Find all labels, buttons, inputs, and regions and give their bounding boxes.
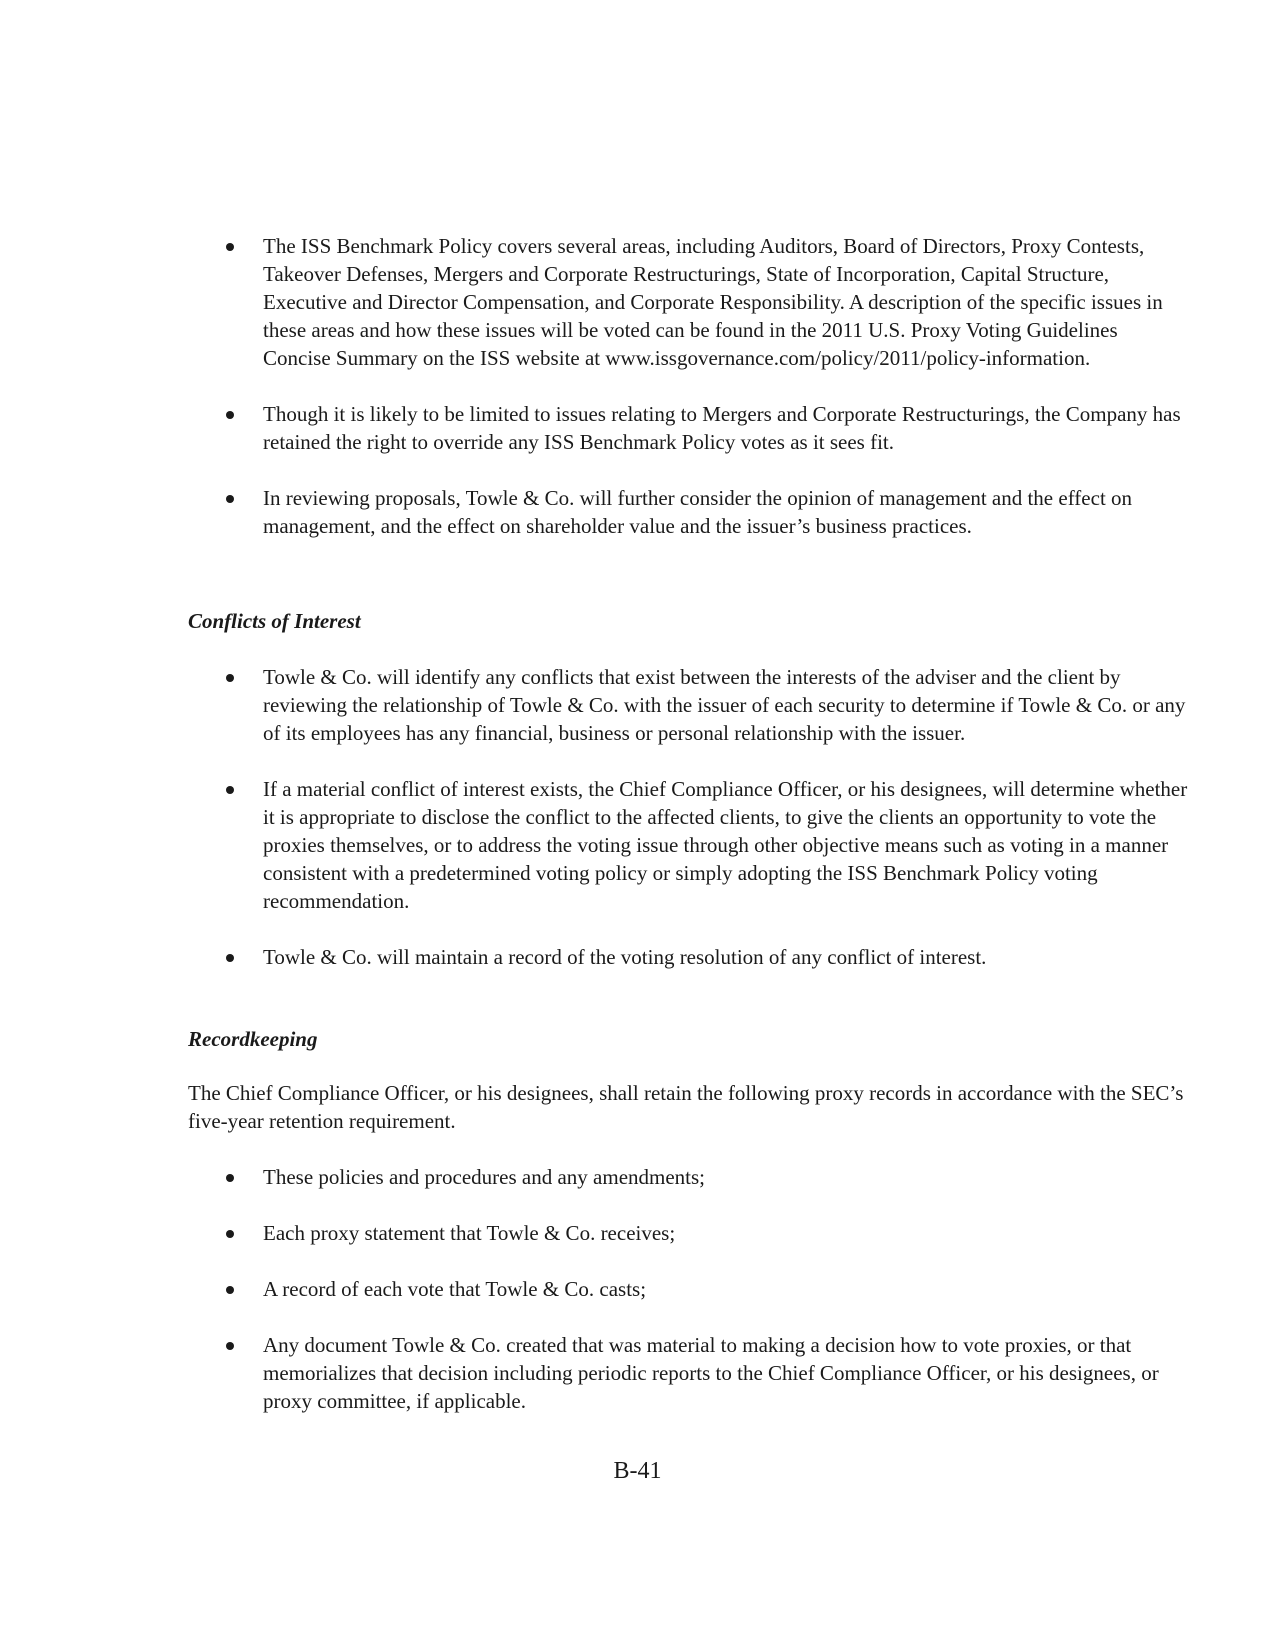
list-item-text: Any document Towle & Co. created that was material to making a decision how to vote proxies, or that memorializes that decision including periodic reports to the Chief Compliance Officer, or his designees, or proxy committee, if applicable.	[263, 1333, 1159, 1413]
list-item	[188, 775, 1188, 915]
list-item	[188, 1331, 1188, 1415]
bullet-icon	[226, 495, 234, 503]
list-item	[188, 400, 1188, 456]
list-item-text: Each proxy statement that Towle & Co. receives;	[263, 1221, 676, 1245]
conflicts-heading: Conflicts of Interest	[188, 609, 361, 633]
bullet-icon	[226, 1286, 234, 1294]
recordkeeping-section	[188, 1025, 1188, 1415]
list-item	[188, 663, 1188, 747]
list-item-text: Though it is likely to be limited to issues relating to Mergers and Corporate Restructurings, the Company has retained the right to override any ISS Benchmark Policy votes as it sees fit.	[263, 402, 1181, 454]
bullet-icon	[226, 1342, 234, 1350]
list-item	[188, 1163, 1188, 1191]
list-item-text: In reviewing proposals, Towle & Co. will further consider the opinion of management and the effect on management, and the effect on shareholder value and the issuer’s business practices.	[263, 486, 1133, 538]
recordkeeping-list	[188, 1163, 1188, 1415]
bullet-icon	[226, 411, 234, 419]
bullet-icon	[226, 786, 234, 794]
list-item	[188, 1275, 1188, 1303]
bullet-icon	[226, 954, 234, 962]
iss-policy-list	[188, 232, 1188, 540]
list-item-text: A record of each vote that Towle & Co. casts;	[263, 1277, 647, 1301]
iss-policy-section	[188, 232, 1188, 540]
bullet-icon	[226, 1230, 234, 1238]
recordkeeping-paragraph: The Chief Compliance Officer, or his designees, shall retain the following proxy records in accordance with the SEC’s five-year retention requirement.	[188, 1081, 1184, 1133]
list-item-text: The ISS Benchmark Policy covers several areas, including Auditors, Board of Directors, Proxy Contests, Takeover Defenses, Mergers and Corporate Restructurings, State of Incorporation, Capital Structure, Executive and Director Compensation, and Corporate Responsibility. A description of the specific issues in these areas and how these issues will be voted can be found in the 2011 U.S. Proxy Voting Guidelines Concise Summary on the ISS website at www.issgovernance.com/policy/2011/policy-information.	[263, 234, 1163, 370]
recordkeeping-heading: Recordkeeping	[188, 1027, 318, 1051]
list-item-text: These policies and procedures and any amendments;	[263, 1165, 706, 1189]
bullet-icon	[226, 674, 234, 682]
list-item	[188, 943, 1188, 971]
list-item-text: Towle & Co. will identify any conflicts that exist between the interests of the adviser and the client by reviewing the relationship of Towle & Co. with the issuer of each security to determine if Towle & Co. or any of its employees has any financial, business or personal relationship with the issuer.	[263, 665, 1186, 745]
conflicts-list	[188, 663, 1188, 971]
conflicts-section	[188, 607, 1188, 971]
bullet-icon	[226, 1174, 234, 1182]
list-item	[188, 1219, 1188, 1247]
page-number: B-41	[613, 1458, 662, 1484]
bullet-icon	[226, 243, 234, 251]
list-item	[188, 232, 1188, 372]
list-item-text: If a material conflict of interest exists, the Chief Compliance Officer, or his designees, will determine whether it is appropriate to disclose the conflict to the affected clients, to give the clients an opportunity to vote the proxies themselves, or to address the voting issue through other objective means such as voting in a manner consistent with a predetermined voting policy or simply adopting the ISS Benchmark Policy voting recommendation.	[263, 777, 1188, 913]
list-item	[188, 484, 1188, 540]
list-item-text: Towle & Co. will maintain a record of the voting resolution of any conflict of interest.	[263, 945, 987, 969]
